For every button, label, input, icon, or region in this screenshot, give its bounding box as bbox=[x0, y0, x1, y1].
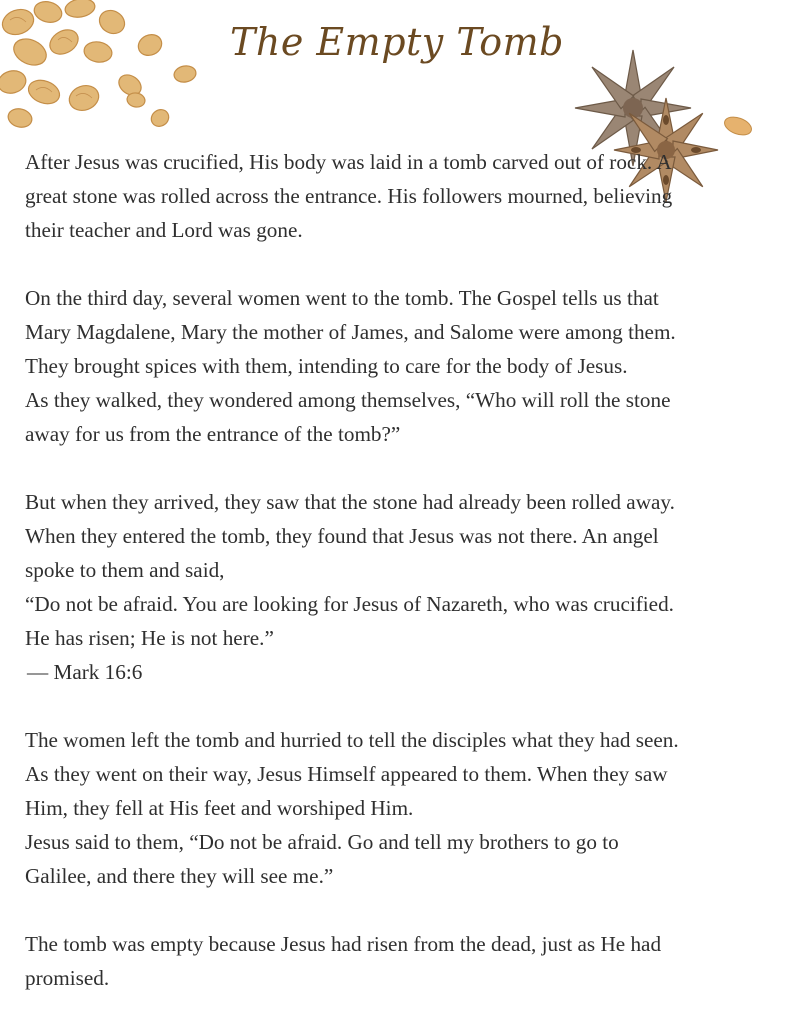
text-line: As they went on their way, Jesus Himself appeared to them. When they saw bbox=[25, 762, 668, 786]
text-line: Mary Magdalene, Mary the mother of James, and Salome were among them. bbox=[25, 320, 676, 344]
paragraph bbox=[25, 281, 785, 451]
text-line: After Jesus was crucified, His body was laid in a tomb carved out of rock. A bbox=[25, 150, 672, 174]
text-line: The women left the tomb and hurried to tell the disciples what they had seen. bbox=[25, 728, 679, 752]
paragraph bbox=[25, 927, 785, 995]
paragraph bbox=[25, 485, 785, 689]
paragraph bbox=[25, 723, 785, 893]
story-body bbox=[25, 145, 785, 1029]
text-line: spoke to them and said, bbox=[25, 558, 225, 582]
page-title: The Empty Tomb bbox=[230, 20, 564, 64]
scripture-quote: He has risen; He is not here.” bbox=[25, 626, 274, 650]
text-line: On the third day, several women went to the tomb. The Gospel tells us that bbox=[25, 286, 659, 310]
text-line: But when they arrived, they saw that the stone had already been rolled away. bbox=[25, 490, 675, 514]
text-line: They brought spices with them, intending to care for the body of Jesus. bbox=[25, 354, 628, 378]
text-line: their teacher and Lord was gone. bbox=[25, 218, 303, 242]
paragraph bbox=[25, 145, 785, 247]
text-line: Galilee, and there they will see me.” bbox=[25, 864, 334, 888]
text-line: great stone was rolled across the entrance. His followers mourned, believing bbox=[25, 184, 673, 208]
text-line: away for us from the entrance of the tomb?” bbox=[25, 422, 401, 446]
text-line: Him, they fell at His feet and worshiped Him. bbox=[25, 796, 414, 820]
scripture-reference: — Mark 16:6 bbox=[27, 660, 143, 684]
text-line: As they walked, they wondered among themselves, “Who will roll the stone bbox=[25, 388, 671, 412]
scripture-quote: “Do not be afraid. You are looking for Jesus of Nazareth, who was crucified. bbox=[25, 592, 674, 616]
text-line: Jesus said to them, “Do not be afraid. Go and tell my brothers to go to bbox=[25, 830, 619, 854]
text-line: The tomb was empty because Jesus had risen from the dead, just as He had bbox=[25, 932, 662, 956]
text-line: promised. bbox=[25, 966, 110, 990]
text-line: When they entered the tomb, they found that Jesus was not there. An angel bbox=[25, 524, 659, 548]
